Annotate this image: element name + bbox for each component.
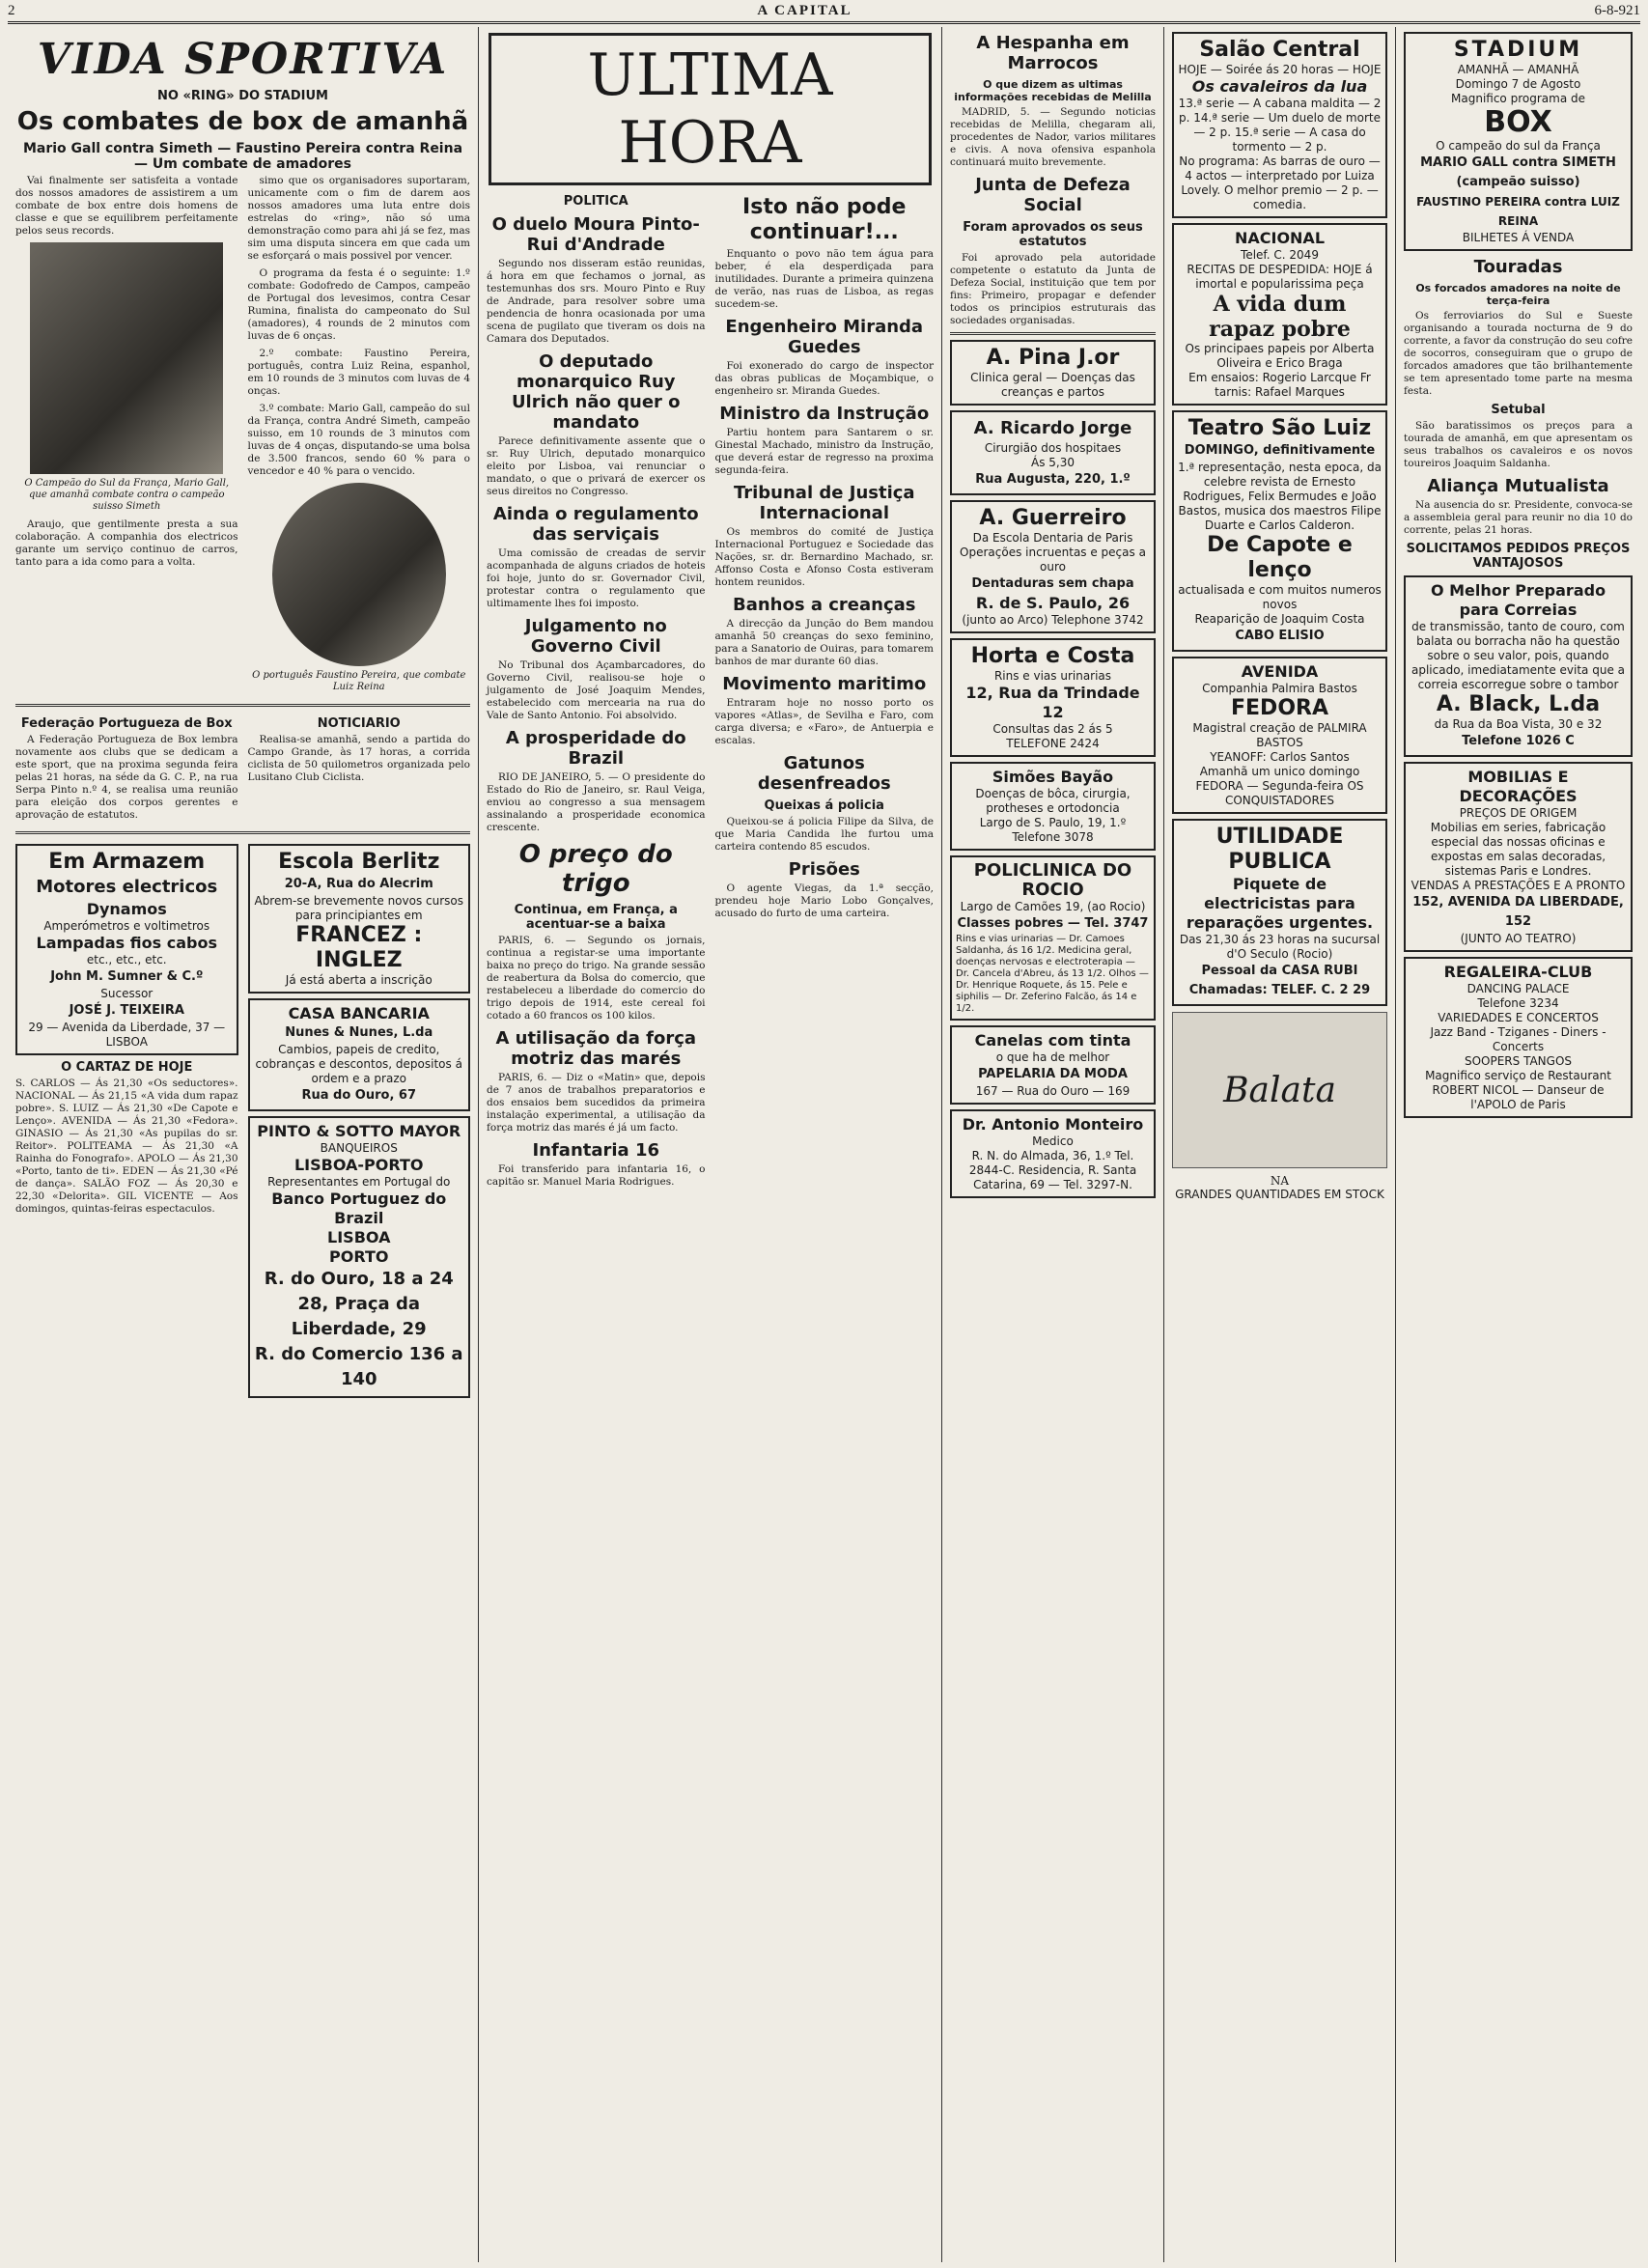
- ad-line: John M. Sumner & C.º: [50, 969, 204, 984]
- ad-line: A vida dum rapaz pobre: [1209, 292, 1351, 342]
- ultima-hora-masthead: ULTIMA HORA: [489, 33, 932, 185]
- antonio-monteiro-ad: [950, 1109, 1156, 1198]
- politica-heading: POLITICA: [563, 194, 628, 209]
- article-subheading: Continua, em França, a acentuar-se a baixa: [514, 903, 678, 932]
- utilidade-publica-ad: [1172, 819, 1387, 1006]
- ad-line: Medico: [1032, 1134, 1074, 1148]
- ad-title: NACIONAL: [1234, 229, 1326, 247]
- ad-line: Consultas das 2 ás 5: [992, 722, 1113, 736]
- article-paragraph: simo que os organisadores suportaram, unicamente com o fim de darem aos nossos amadores uma luta entre dois estrelas do «ring», não só uma demonstração como para ahi já se fez, mas sim uma disputa sincera em que cada um se esforçará o mais possivel por vencer.: [247, 175, 470, 262]
- ad-line: Jazz Band - Tziganes - Diners - Concerts: [1430, 1025, 1606, 1053]
- article-paragraph: Partiu hontem para Santarem o sr. Ginestal Machado, ministro da Instrução, que deverá estar de regresso na proxima segunda-feira.: [714, 427, 934, 476]
- ad-line: Rua Augusta, 220, 1.º: [975, 472, 1131, 487]
- ad-title: POLICLINICA DO ROCIO: [973, 860, 1132, 900]
- ad-line: de transmissão, tanto de couro, com balata ou borracha não ha questão sobre o seu valor, pois, quando aplicado, imediatamente evita que a correia escorregue sobre o tambor: [1411, 620, 1625, 691]
- policlinica-ad: [950, 855, 1156, 1021]
- article-paragraph: PARIS, 6. — Segundo os jornais, continua a registar-se uma importante baixa no preço do trigo. Na grande sessão de reabertura da Bolsa do comercio, que restabeleceu a liberdade do comercio do trigo depois de 1914, este cereal foi cotado a 60 francos os 100 kilos.: [487, 935, 706, 1022]
- ad-line: GRANDES QUANTIDADES EM STOCK: [1175, 1188, 1384, 1201]
- article-heading: Setubal: [1491, 403, 1546, 417]
- section-title: VIDA SPORTIVA: [37, 35, 449, 84]
- ad-line: ROBERT NICOL — Danseur de l'APOLO de Paris: [1432, 1083, 1605, 1111]
- ad-title: CASA BANCARIA: [288, 1004, 430, 1022]
- ad-line: 12, Rua da Trindade 12: [965, 684, 1140, 721]
- article-subheading: Queixas á policia: [764, 798, 884, 813]
- ad-line: 167 — Rua do Ouro — 169: [975, 1084, 1131, 1098]
- ad-line: 13.ª serie — A cabana maldita — 2 p. 14.ª serie — Um duelo de morte — 2 p. 15.ª serie — A casa do tormento — 2 p.: [1178, 97, 1382, 154]
- ad-line: RECITAS DE DESPEDIDA: HOJE á imortal e popularissima peça: [1187, 263, 1373, 291]
- ad-line: Sucessor: [100, 987, 154, 1000]
- ad-line: Magistral creação de PALMIRA BASTOS: [1192, 721, 1367, 749]
- ad-line: Motores electricos: [36, 877, 218, 897]
- ad-line: BILHETES Á VENDA: [1462, 231, 1575, 244]
- avenida-ad: [1172, 657, 1387, 814]
- ultima-hora-body: [487, 189, 934, 1193]
- article-paragraph: Uma comissão de creadas de servir acompanhada de alguns criados de hoteis foi hoje, junto do sr. Governador Civil, protestar contra o regulamento que ultimamente lhes foi imposto.: [487, 547, 706, 609]
- article-heading: A Hespanha em Marrocos: [976, 33, 1130, 73]
- ad-line: Largo de S. Paulo, 19, 1.º: [979, 816, 1127, 829]
- ad-title: Dr. Antonio Monteiro: [962, 1115, 1144, 1134]
- ad-line: 29 — Avenida da Liberdade, 37 — LISBOA: [28, 1021, 226, 1049]
- ad-line: NA: [1270, 1174, 1290, 1188]
- vida-sportiva-column: [8, 27, 479, 2262]
- ad-line: Das 21,30 ás 23 horas na sucursal d'O Seculo (Rocio): [1179, 933, 1381, 961]
- ad-line: De Capote e lenço: [1207, 533, 1353, 582]
- noticiario-title: NOTICIARIO: [317, 716, 401, 731]
- ad-title: A. Guerreiro: [979, 506, 1127, 530]
- ad-line: LISBOA: [327, 1228, 391, 1246]
- pina-ad: [950, 340, 1156, 406]
- ad-line: BOX: [1484, 105, 1552, 139]
- ad-line: DOMINGO, definitivamente: [1184, 443, 1376, 458]
- ad-line: Dentaduras sem chapa: [971, 576, 1134, 591]
- photo-caption: O português Faustino Pereira, que combate Luiz Reina: [252, 670, 466, 692]
- noticiario-text: Realisa-se amanhã, sendo a partida do Campo Grande, às 17 horas, a corrida ciclista de 50 quilometros organizada pelo Lusitano Club Ciclista.: [247, 734, 470, 783]
- ad-line: Amanhã um unico domingo FEDORA — Segunda-feira OS CONQUISTADORES: [1195, 765, 1364, 807]
- ad-line: Operações incruentas e peças a ouro: [960, 546, 1146, 574]
- subsection-title: NO «RING» DO STADIUM: [157, 89, 328, 103]
- ad-line: da Rua da Boa Vista, 30 e 32: [1434, 717, 1603, 731]
- article-paragraph: Foi aprovado pela autoridade competente o estatuto da Junta de Defeza Social, instituição que tem por fins: Primeiro, propagar e defender todos os principios estruturais das sociedades organisadas.: [950, 252, 1156, 326]
- article-heading: Isto não pode continuar!...: [742, 195, 907, 244]
- article-heading: A utilisação da força motriz das marés: [495, 1028, 697, 1069]
- article-heading: Junta de Defeza Social: [975, 175, 1131, 215]
- article-heading: Infantaria 16: [532, 1140, 660, 1161]
- article-paragraph: Araujo, que gentilmente presta a sua colaboração. A companhia dos electricos garante um serviço continuo de carros, tanto para a ida como para a volta.: [15, 518, 238, 568]
- page-number: 2: [8, 2, 15, 18]
- ad-line: R. N. do Almada, 36, 1.º Tel. 2844-C. Residencia, R. Santa Catarina, 69 — Tel. 3297-N.: [968, 1149, 1137, 1191]
- ad-line: FRANCEZ : INGLEZ: [295, 923, 423, 972]
- ad-title: Canelas com tinta: [974, 1031, 1131, 1050]
- article-heading: Aliança Mutualista: [1427, 476, 1609, 496]
- ad-line: Magnifico programa de: [1451, 92, 1585, 105]
- ad-line: Reaparição de Joaquim Costa: [1194, 612, 1365, 626]
- issue-date: 6-8-921: [1594, 2, 1640, 18]
- ad-line: Representantes em Portugal do: [267, 1175, 451, 1189]
- ad-line: Os principaes papeis por Alberta Oliveira e Erico Braga: [1185, 342, 1375, 370]
- article-paragraph: Os membros do comité de Justiça Internacional Portuguez e Sociedade das Nações, sr. dr. Bernardino Machado, sr. Affonso Costa e Afonso Costa estiveram hontem reunidos.: [714, 526, 934, 588]
- ad-line: Da Escola Dentaria de Paris: [972, 531, 1133, 545]
- ad-line: Companhia Palmira Bastos: [1202, 682, 1357, 695]
- article-heading: Engenheiro Miranda Guedes: [725, 317, 924, 357]
- paper-name: A CAPITAL: [757, 2, 852, 18]
- simoes-bayao-ad: [950, 762, 1156, 851]
- regaleira-club-ad: [1404, 957, 1633, 1118]
- ad-line: actualisada e com muitos numeros novos: [1178, 583, 1382, 611]
- cartaz-title: O CARTAZ DE HOJE: [61, 1060, 193, 1075]
- ad-line: Dynamos: [86, 900, 167, 918]
- news-block: [15, 712, 470, 826]
- ad-title: STADIUM: [1453, 38, 1583, 62]
- horta-costa-ad: [950, 638, 1156, 757]
- article-paragraph: O programa da festa é o seguinte: 1.º combate: Godofredo de Campos, campeão de Portugal dos levesimos, contra Cesar Rumina, finalista do campeonato do Sul (amadores), 4 rounds de 2 minutos com luvas de 6 onças.: [247, 267, 470, 342]
- article-paragraph: 2.º combate: Faustino Pereira, português, contra Luiz Reina, espanhol, em 10 rounds de 3 minutos com luvas de 4 onças.: [247, 348, 470, 397]
- ad-title: Em Armazem: [48, 850, 206, 874]
- ad-title: A. Ricardo Jorge: [973, 418, 1132, 438]
- ad-line: SOLICITAMOS PEDIDOS PREÇOS VANTAJOSOS: [1406, 542, 1631, 571]
- photo-caption: O Campeão do Sul da França, Mario Gall, que amanhã combate contra o campeão suisso Simeth: [24, 478, 230, 512]
- article-heading: Julgamento no Governo Civil: [524, 616, 667, 657]
- ad-line: Chamadas: TELEF. C. 2 29: [1188, 983, 1371, 997]
- ad-line: Telef. C. 2049: [1241, 248, 1319, 262]
- ad-line: Piquete de electricistas para reparações urgentes.: [1186, 875, 1374, 932]
- ad-line: 1.ª representação, nesta epoca, da celebre revista de Ernesto Rodrigues, Felix Bermudes e João Bastos, musica dos maestros Filipe Duarte e Carlos Calderon.: [1178, 461, 1382, 532]
- ad-line: MARIO GALL contra SIMETH (campeão suisso): [1420, 155, 1616, 189]
- nacional-ad: [1172, 223, 1387, 406]
- ad-title: Simões Bayão: [992, 768, 1114, 786]
- ad-line: YEANOFF: Carlos Santos: [1210, 750, 1350, 764]
- ad-line: FEDORA: [1231, 696, 1328, 720]
- ad-line: PREÇOS DE ORIGEM: [1459, 806, 1578, 820]
- article-subheading: Foram aprovados os seus estatutos: [963, 220, 1143, 249]
- ad-line: Magnifico serviço de Restaurant: [1425, 1069, 1611, 1082]
- article-heading: Movimento maritimo: [722, 674, 927, 694]
- advert-block: [15, 839, 470, 1403]
- theatre-column: [1164, 27, 1396, 2262]
- ad-line: (junto ao Arco) Telephone 3742: [962, 613, 1144, 627]
- federation-title: Federação Portugueza de Box: [20, 716, 233, 731]
- ad-line: Já está aberta a inscrição: [285, 973, 433, 987]
- article-paragraph: No Tribunal dos Açambarcadores, do Governo Civil, realisou-se hoje o julgamento de José Joaquim Mendes, estabelecido com mercearia na rua do Vale de Santo Antonio. Foi absolvido.: [487, 659, 706, 721]
- ad-line: BANQUEIROS: [320, 1141, 398, 1155]
- salao-central-ad: [1172, 32, 1387, 218]
- article-paragraph: MADRID, 5. — Segundo noticias recebidas de Melilla, chegaram ali, procedentes de Nador, varios militares e civis. A nova ofensiva espanhola continuará muito brevemente.: [950, 106, 1156, 168]
- ad-line: AMANHÃ — AMANHÃ: [1457, 63, 1579, 76]
- article-paragraph: RIO DE JANEIRO, 5. — O presidente do Estado do Rio de Janeiro, sr. Raul Veiga, enviou ao congresso a sua mensagem assinalando a prosperidade economica crescente.: [487, 771, 706, 833]
- mario-gall-photo: [30, 242, 223, 474]
- article-heading: Ainda o regulamento das serviçais: [492, 504, 699, 545]
- article-paragraph: Parece definitivamente assente que o sr. Ruy Ulrich, deputado monarquico eleito por Lisboa, vai renunciar o mandato, o que o privará de exercer os seus direitos no Congresso.: [487, 435, 706, 497]
- ad-line: LISBOA-PORTO: [293, 1156, 424, 1174]
- article-subheading: O que dizem as ultimas informações recebidas de Melilla: [954, 78, 1152, 103]
- article-paragraph: Vai finalmente ser satisfeita a vontade dos nossos amadores de assistirem a um combate de box entre dois homens de classe e que se equilibrem perfeitamente pelos seus records.: [15, 175, 238, 237]
- ad-line: Pessoal da CASA RUBI: [1201, 964, 1358, 978]
- article-heading: Ministro da Instrução: [719, 404, 930, 424]
- ad-line: R. do Comercio 136 a 140: [254, 1344, 463, 1389]
- ad-line: CABO ELISIO: [1235, 629, 1325, 643]
- ad-line: Cambios, papeis de credito, cobranças e descontos, depositos á ordem e a prazo: [255, 1043, 462, 1085]
- article-paragraph: PARIS, 6. — Diz o «Matin» que, depois de 7 anos de trabalhos preparatorios e dos ensaios bem sucedidos da primeira instalação experimental, a utilisação da força motriz das marés é já um facto.: [487, 1072, 706, 1134]
- hespanha-column: [942, 27, 1164, 2262]
- ad-line: A. Black, L.da: [1436, 692, 1601, 716]
- article-heading: Gatunos desenfreados: [757, 753, 891, 794]
- ad-line: Mobilias em series, fabricação especial das nossas oficinas e expostas em salas decoradas, sistemas Paris e Londres.: [1430, 821, 1606, 878]
- guerreiro-ad: [950, 500, 1156, 633]
- article-heading: Prisões: [788, 859, 860, 880]
- ad-line: Os cavaleiros da lua: [1191, 77, 1368, 96]
- article-heading: Banhos a creanças: [732, 595, 916, 615]
- black-correias-ad: [1404, 575, 1633, 757]
- article-paragraph: 3.º combate: Mario Gall, campeão do sul da França, contra André Simeth, campeão suisso, em 10 rounds de 3 minutos com luvas de 4 onças, disputando-se uma bolsa de 3.500 francos, sendo 60 % para o vencedor e 40 % para o vencido.: [247, 403, 470, 477]
- ad-title: REGALEIRA-CLUB: [1443, 963, 1593, 981]
- cartaz-text: S. CARLOS — Ás 21,30 «Os seductores». NACIONAL — Ás 21,15 «A vida dum rapaz pobre». S. LUIZ — Ás 21,30 «De Capote e Lenço». AVENIDA — Ás 21,30 «Fedora». GINASIO — Ás 21,30 «As pupilas do sr. Reitor». POLITEAMA — Ás 21,30 «A Rainha do Fonografo». APOLO — Ás 21,30 «Porto, tanto de ti». EDEN — Ás 21,30 «Pé de dança». SALÃO FOZ — Ás 20,30 e 22,30 «Delorita». GIL VICENTE — Aos domingos, quintas-feiras espectaculos.: [15, 1078, 238, 1215]
- subheadline: Mario Gall contra Simeth — Faustino Pereira contra Reina — Um combate de amadores: [22, 141, 463, 172]
- stadium-ad: [1404, 32, 1633, 251]
- article-paragraph: Foi transferido para infantaria 16, o capitão sr. Manuel Maria Rodrigues.: [487, 1163, 706, 1188]
- ricardo-jorge-ad: [950, 410, 1156, 495]
- article-heading: Tribunal de Justiça Internacional: [733, 483, 915, 523]
- ad-line: Classes pobres — Tel. 3747: [957, 916, 1149, 931]
- stadium-column: [1396, 27, 1640, 2262]
- article-paragraph: Enquanto o povo não tem água para beber, é ela desperdiçada para inutilidades. Durante a primeira quinzena de verão, nas ruas de Lisboa, as regas sucedem-se.: [714, 248, 934, 310]
- ad-line: FAUSTINO PEREIRA contra LUIZ REINA: [1416, 195, 1620, 228]
- ad-line: R. do Ouro, 18 a 24: [264, 1269, 454, 1289]
- ad-line: Em ensaios: Rogerio Larcque Fr tarnis: Rafael Marques: [1188, 371, 1371, 399]
- article-heading: O duelo Moura Pinto-Rui d'Andrade: [491, 214, 700, 255]
- ad-line: Ás 5,30: [1031, 456, 1075, 469]
- ad-line: Lampadas fios cabos: [36, 934, 217, 952]
- ad-line: R. de S. Paulo, 26: [975, 594, 1131, 612]
- ad-title: A. Pina J.or: [986, 346, 1120, 370]
- ad-line: Telefone 3078: [1012, 830, 1094, 844]
- ad-line: Abrem-se brevemente novos cursos para principiantes em: [254, 894, 464, 922]
- ad-line: Telefone 1026 C: [1462, 734, 1575, 748]
- balata-advert: [1172, 1012, 1387, 1168]
- article-heading: O deputado monarquico Ruy Ulrich não quer o mandato: [511, 351, 681, 433]
- ad-line: 28, Praça da Liberdade, 29: [291, 1294, 427, 1339]
- ad-line: Clinica geral — Doenças das creanças e partos: [970, 371, 1135, 399]
- ad-line: Largo de Camões 19, (ao Rocio): [960, 900, 1146, 913]
- ad-line: o que ha de melhor: [995, 1050, 1110, 1064]
- article-heading: A prosperidade do Brazil: [505, 728, 686, 769]
- faustino-pereira-photo: [272, 483, 446, 666]
- article-paragraph: São baratissimos os preços para a tourada de amanhã, em que apresentam os seus trabalhos os cavaleiros e os novos toureiros Joaquim Saldanha.: [1404, 420, 1633, 469]
- article-paragraph: Na ausencia do sr. Presidente, convoca-se a assembleia geral para reunir no dia 10 do corrente, pelas 21 horas.: [1404, 499, 1633, 536]
- article-paragraph: Segundo nos disseram estão reunidas, á hora em que fechamos o jornal, as testemunhas dos srs. Mouro Pinto e Ruy de Andrade, para resolver sobre uma pendencia de honra ocasionada por uma scena de pugilato que tiveram os dois na Camara dos Deputados.: [487, 258, 706, 345]
- article-body: [15, 175, 470, 699]
- ad-title: Escola Berlitz: [278, 850, 440, 874]
- ad-title: MOBILIAS E DECORAÇÕES: [1459, 768, 1578, 805]
- article-paragraph: O agente Viegas, da 1.ª secção, prendeu hoje Mario Lobo Gonçalves, acusado do furto de uma carteira.: [714, 882, 934, 919]
- ultima-hora-column: [479, 27, 942, 2262]
- article-paragraph: Queixou-se á policia Filipe da Silva, de que Maria Candida lhe furtou uma carteira contendo 85 escudos.: [714, 816, 934, 853]
- casa-bancaria-ad: [248, 998, 471, 1111]
- ad-title: O Melhor Preparado para Correias: [1430, 581, 1606, 619]
- mobilias-ad: [1404, 762, 1633, 952]
- article-paragraph: Foi exonerado do cargo de inspector das obras publicas de Moçambique, o engenheiro sr. Miranda Guedes.: [714, 360, 934, 397]
- berlitz-ad: [248, 844, 471, 994]
- ad-line: (JUNTO AO TEATRO): [1460, 932, 1577, 945]
- ad-title: Horta e Costa: [970, 644, 1135, 668]
- article-subheading: Os forcados amadores na noite de terça-feira: [1415, 282, 1621, 307]
- divider: [950, 332, 1156, 335]
- ad-line: JOSÉ J. TEIXEIRA: [69, 1003, 184, 1018]
- ad-line: Rins e vias urinarias: [993, 669, 1112, 683]
- divider: [15, 704, 470, 707]
- federation-text: A Federação Portugueza de Box lembra novamente aos clubs que se dedicam a este sport, que na proxima segunda feira pelas 21 horas, na séde da G. C. P., na rua Serpa Pinto n.º 4, se realisa uma reunião para eleição dos corpos gerentes e aprovação de estatutos.: [15, 734, 238, 821]
- balata-logo: Balata: [1223, 1070, 1336, 1110]
- ad-line: Cirurgião dos hospitaes: [984, 441, 1122, 455]
- ad-line: PORTO: [329, 1247, 389, 1266]
- headline: Os combates de box de amanhã: [16, 107, 469, 136]
- ad-title: Salão Central: [1199, 38, 1360, 62]
- article-paragraph: Os ferroviarios do Sul e Sueste organisando a tourada nocturna de 9 do corrente, a favor da construção do seu cofre de socorros, conseguiram que o grupo de forcados amadores que tão brilhantemente se tem apresentado tome parte na mesma festa.: [1404, 310, 1633, 397]
- ad-line: Rua do Ouro, 67: [301, 1088, 417, 1103]
- ad-line: Telefone 3234: [1477, 996, 1559, 1010]
- pinto-sotto-mayor-ad: [248, 1116, 471, 1398]
- article-heading: O preço do trigo: [518, 840, 673, 898]
- ad-title: PINTO & SOTTO MAYOR: [257, 1122, 461, 1140]
- ad-line: Rins e vias urinarias — Dr. Camoes Saldanha, ás 16 1/2. Medicina geral, doenças nervosas e electroterapia — Dr. Cancela d'Abreu, ás 13 1/2. Olhos — Dr. Henrique Roquete, ás 15. Pele e siphilis — Dr. Zeferino Falcão, ás 14 e 1/2.: [956, 934, 1149, 1014]
- ad-line: Domingo 7 de Agosto: [1455, 77, 1581, 91]
- em-armazem-ad: [15, 844, 238, 1055]
- ad-title: Teatro São Luiz: [1187, 416, 1372, 440]
- divider: [15, 831, 470, 834]
- ad-line: Banco Portuguez do Brazil: [271, 1190, 447, 1227]
- ad-title: AVENIDA: [1241, 662, 1319, 681]
- ad-line: VARIEDADES E CONCERTOS: [1438, 1011, 1599, 1024]
- article-paragraph: A direcção da Junção do Bem mandou amanhã 50 creanças do sexo feminino, para a Sanatorio de Ouiras, para tomarem banhos de mar durante 60 dias.: [714, 618, 934, 667]
- article-heading: Touradas: [1473, 257, 1563, 277]
- ad-line: TELEFONE 2424: [1006, 737, 1100, 750]
- ad-line: VENDAS A PRESTAÇÕES E A PRONTO: [1411, 879, 1626, 892]
- ad-line: O campeão do sul da França: [1436, 139, 1601, 153]
- ad-line: etc., etc., etc.: [86, 953, 167, 966]
- page-header: [8, 0, 1640, 24]
- ad-title: UTILIDADE PUBLICA: [1215, 825, 1344, 874]
- article-paragraph: Entraram hoje no nosso porto os vapores «Atlas», de Sevilha e Faro, com carga diversa; e «Faro», de Antuerpia e escalas.: [714, 697, 934, 746]
- ad-line: 152, AVENIDA DA LIBERDADE, 152: [1412, 895, 1624, 929]
- sao-luiz-ad: [1172, 410, 1387, 652]
- ad-line: PAPELARIA DA MODA: [978, 1067, 1128, 1081]
- ad-line: DANCING PALACE: [1466, 982, 1570, 995]
- ad-line: SOOPERS TANGOS: [1464, 1054, 1573, 1068]
- ad-line: HOJE — Soirée ás 20 horas — HOJE: [1178, 63, 1382, 76]
- ad-line: No programa: As barras de ouro — 4 actos — interpretado por Luiza Lovely. O melhor premio — 2 p. — comedia.: [1179, 154, 1381, 211]
- canelas-ad: [950, 1025, 1156, 1105]
- ad-line: Nunes & Nunes, L.da: [285, 1025, 433, 1040]
- ad-line: Doenças de bôca, cirurgia, protheses e ortodoncia: [975, 787, 1131, 815]
- ad-line: Amperómetros e voltimetros: [43, 919, 210, 933]
- ad-line: 20-A, Rua do Alecrim: [284, 877, 433, 891]
